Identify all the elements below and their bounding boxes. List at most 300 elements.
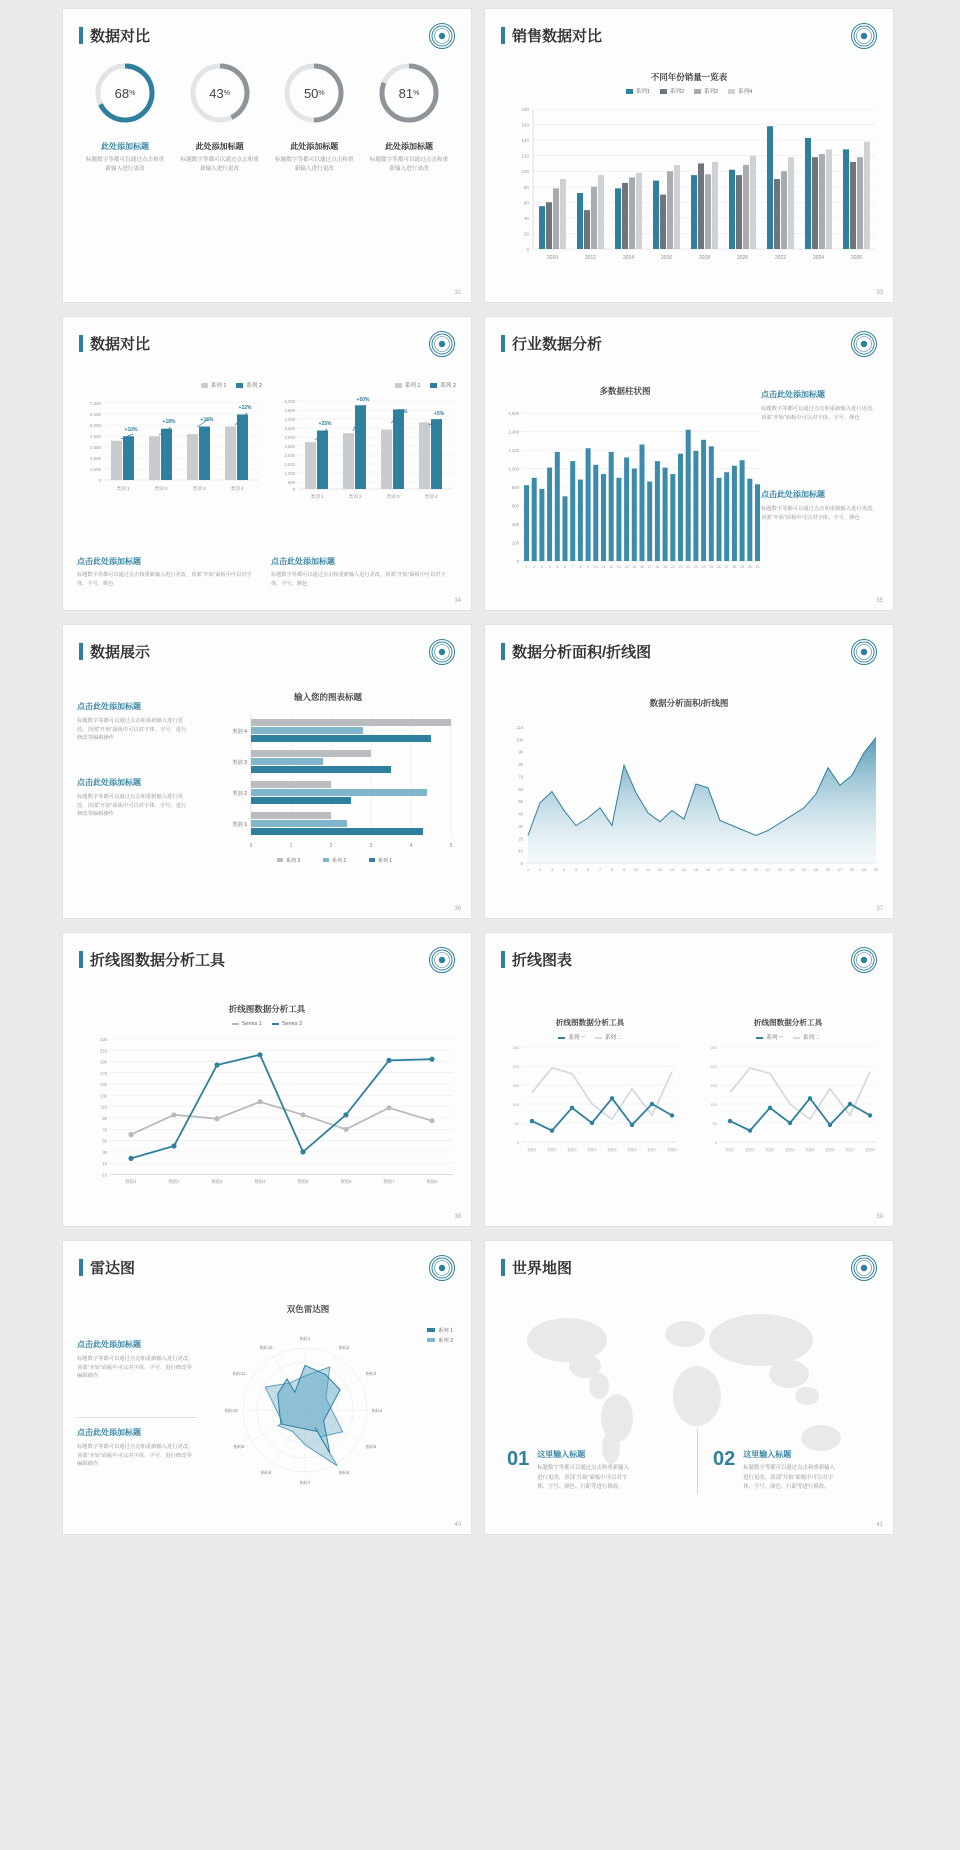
- svg-text:数据7: 数据7: [383, 1179, 395, 1184]
- note-heading: 点击此处添加标题: [77, 557, 141, 567]
- svg-text:21: 21: [765, 868, 771, 872]
- multi-bar-chart: [493, 403, 765, 593]
- chart-title: 折线图数据分析工具: [555, 1018, 625, 1027]
- svg-text:5: 5: [574, 868, 578, 872]
- svg-text:指标12: 指标12: [259, 1345, 273, 1350]
- page-title: [501, 333, 602, 354]
- donut-item: [365, 61, 453, 174]
- svg-text:数据5: 数据5: [805, 1148, 815, 1152]
- svg-text:2024: 2024: [812, 255, 825, 261]
- donut-value: [377, 61, 441, 125]
- slide-33: [484, 8, 894, 303]
- donut-chart-3: [282, 61, 346, 125]
- divider: [77, 1417, 197, 1418]
- svg-text:数据5: 数据5: [297, 1179, 309, 1184]
- svg-text:30: 30: [102, 1149, 107, 1155]
- svg-text:1: 1: [289, 843, 293, 849]
- title-text: 数据分析面积/折线图: [512, 644, 652, 661]
- donut-caption: 此处添加标题: [384, 142, 433, 151]
- svg-text:2,000: 2,000: [284, 453, 295, 458]
- svg-text:80: 80: [518, 762, 523, 768]
- page-number: 32: [454, 290, 461, 296]
- svg-text:27: 27: [837, 868, 843, 872]
- svg-text:14: 14: [624, 565, 629, 569]
- svg-text:数据8: 数据8: [426, 1179, 438, 1184]
- svg-text:21: 21: [678, 565, 683, 569]
- svg-text:系列 1: 系列 1: [378, 858, 393, 864]
- svg-text:1: 1: [526, 868, 530, 872]
- svg-text:7,300: 7,300: [90, 401, 101, 406]
- svg-text:50: 50: [518, 799, 523, 805]
- title-accent-bar: [501, 27, 505, 44]
- svg-text:4,500: 4,500: [284, 408, 295, 413]
- donut-text: 标题数字等都可以通过点击和重新输入进行更改: [180, 157, 259, 172]
- title-accent-bar: [501, 1259, 505, 1276]
- note-left: [77, 556, 262, 588]
- svg-text:120: 120: [521, 153, 529, 159]
- page-title: [79, 1257, 135, 1278]
- svg-text:数据7: 数据7: [647, 1148, 657, 1152]
- chart-title: 折线图数据分析工具: [228, 1004, 306, 1014]
- svg-text:17: 17: [647, 565, 652, 569]
- svg-text:16: 16: [705, 868, 711, 872]
- svg-text:20: 20: [753, 868, 759, 872]
- svg-text:指标9: 指标9: [233, 1444, 245, 1449]
- donut-chart-2: [188, 61, 252, 125]
- svg-text:8: 8: [579, 565, 582, 569]
- title-accent-bar: [501, 335, 505, 352]
- page-number: 33: [876, 290, 883, 296]
- donut-chart-4: [377, 61, 441, 125]
- svg-text:数据6: 数据6: [825, 1148, 835, 1152]
- svg-text:13: 13: [616, 565, 621, 569]
- page-title: [501, 641, 651, 662]
- donut-unit: %: [413, 89, 420, 97]
- svg-text:25: 25: [813, 868, 819, 872]
- svg-text:1,400: 1,400: [508, 429, 519, 435]
- svg-text:200: 200: [512, 1064, 519, 1069]
- svg-text:+22%: +22%: [238, 405, 252, 411]
- svg-text:+16%: +16%: [200, 417, 214, 423]
- donut-number: 68: [114, 85, 130, 101]
- svg-text:40: 40: [523, 215, 529, 221]
- page-number: 37: [876, 906, 883, 912]
- svg-text:0: 0: [516, 559, 519, 564]
- svg-text:2010: 2010: [546, 255, 559, 261]
- svg-text:20: 20: [670, 565, 675, 569]
- svg-text:15: 15: [693, 868, 699, 872]
- page-title: [79, 641, 150, 662]
- svg-text:150: 150: [512, 1083, 519, 1088]
- svg-text:30: 30: [873, 868, 879, 872]
- svg-text:210: 210: [100, 1048, 107, 1054]
- block-body: 标题数字等都可以通过点击和重新输入进行更改，顶部“开始”面板中可以对字体、字号、颜色、行距等进行修改。: [743, 1465, 835, 1490]
- note-body: 标题数字等都可以通过点击和重新输入进行更改，顶部“开始”面板中可以对字体、字号、颜色: [271, 572, 446, 587]
- note-heading: 点击此处添加标题: [271, 557, 335, 567]
- svg-text:+34%: +34%: [394, 409, 408, 415]
- svg-text:数据2: 数据2: [745, 1148, 755, 1152]
- line-chart-right: [697, 1041, 879, 1167]
- note-body: 标题数字等都可以通过点击和重新输入进行更改，顶部“开始”面板中可以对字体、字号、进行修改等编辑操作: [77, 1356, 194, 1380]
- note-heading: 点击此处添加标题: [77, 778, 141, 787]
- side-note-2: [77, 1427, 197, 1469]
- svg-text:28: 28: [732, 565, 737, 569]
- svg-text:180: 180: [521, 107, 529, 112]
- donut-number: 81: [398, 85, 414, 101]
- svg-text:16: 16: [640, 565, 644, 569]
- svg-text:指标8: 指标8: [260, 1470, 272, 1475]
- note-right: [271, 556, 456, 588]
- page-title: [79, 333, 150, 354]
- svg-text:数据3: 数据3: [567, 1148, 577, 1152]
- page-number: 38: [454, 1214, 461, 1220]
- svg-text:2016: 2016: [660, 255, 673, 261]
- svg-text:5: 5: [449, 843, 453, 849]
- page-number: 34: [454, 598, 461, 604]
- svg-text:8: 8: [610, 868, 614, 872]
- svg-text:5,000: 5,000: [90, 423, 101, 428]
- svg-text:4,000: 4,000: [90, 434, 101, 439]
- logo-icon: [429, 639, 455, 665]
- svg-text:指标6: 指标6: [338, 1470, 350, 1475]
- svg-text:100: 100: [710, 1102, 717, 1107]
- svg-text:3,000: 3,000: [284, 435, 295, 440]
- legend-item: 系列一: [558, 1033, 585, 1041]
- svg-text:0: 0: [98, 478, 101, 483]
- svg-text:18: 18: [729, 868, 735, 872]
- svg-text:类别 2: 类别 2: [232, 791, 247, 797]
- logo-icon: [851, 23, 877, 49]
- svg-text:-10: -10: [100, 1172, 107, 1178]
- svg-text:数据6: 数据6: [627, 1148, 637, 1152]
- svg-text:50: 50: [514, 1121, 519, 1126]
- svg-text:12: 12: [609, 565, 614, 569]
- legend-item: 系列 2: [236, 381, 262, 389]
- svg-text:系列 2: 系列 2: [332, 858, 347, 864]
- page-title: [501, 1257, 572, 1278]
- side-note-2: [761, 489, 879, 522]
- legend-item: 系列 1: [427, 1327, 453, 1334]
- mini-chart-left: [77, 377, 262, 514]
- title-text: 数据展示: [90, 644, 151, 661]
- svg-text:指标7: 指标7: [299, 1480, 311, 1485]
- page-title: [79, 949, 225, 970]
- svg-text:+50%: +50%: [356, 397, 370, 403]
- svg-text:500: 500: [288, 480, 295, 485]
- chart-title: 双色雷达图: [286, 1304, 330, 1314]
- title-text: 世界地图: [512, 1260, 573, 1277]
- svg-text:系列 3: 系列 3: [286, 858, 301, 864]
- chart-title: 不同年份销量一览表: [650, 72, 728, 82]
- chart-legend: [427, 1327, 453, 1344]
- note-heading: 点击此处添加标题: [761, 390, 825, 399]
- page-number: 40: [454, 1522, 461, 1528]
- legend-item: Series 2: [272, 1021, 302, 1027]
- svg-text:50: 50: [102, 1138, 107, 1144]
- divider: [697, 1428, 698, 1494]
- svg-text:30: 30: [747, 565, 752, 569]
- svg-text:50: 50: [712, 1121, 717, 1126]
- horizontal-bar-chart: [199, 709, 459, 889]
- logo-icon: [429, 1255, 455, 1281]
- svg-text:100: 100: [512, 1102, 519, 1107]
- svg-text:0: 0: [516, 1140, 519, 1145]
- svg-text:2,000: 2,000: [90, 456, 101, 461]
- mini-chart-right: [271, 377, 456, 514]
- donut-unit: %: [129, 89, 136, 97]
- svg-text:4: 4: [562, 868, 566, 872]
- chart-title: 输入您的图表标题: [293, 692, 362, 702]
- slide-34: [62, 316, 472, 611]
- bar-chart-with-deltas: [271, 391, 456, 509]
- svg-text:10: 10: [102, 1161, 107, 1167]
- title-text: 数据对比: [90, 28, 151, 45]
- info-block-1: [507, 1449, 633, 1492]
- svg-text:150: 150: [100, 1082, 107, 1088]
- svg-text:类别 2: 类别 2: [348, 494, 362, 499]
- svg-text:0: 0: [249, 843, 253, 849]
- svg-text:数据2: 数据2: [547, 1148, 557, 1152]
- svg-text:数据6: 数据6: [340, 1179, 352, 1184]
- donut-caption: 此处添加标题: [290, 142, 339, 151]
- note-body: 标题数字等都可以通过点击和重新输入进行更改，顶部“开始”面板中可以对字体、字号、进行修改等编辑操作: [77, 794, 187, 818]
- title-text: 销售数据对比: [512, 28, 603, 45]
- svg-text:0: 0: [520, 861, 523, 866]
- slide-32: [62, 8, 472, 303]
- page-title: [79, 25, 150, 46]
- donut-value: [188, 61, 252, 125]
- svg-text:2026: 2026: [850, 255, 863, 261]
- slide-35: [484, 316, 894, 611]
- slide-37: [484, 624, 894, 919]
- svg-text:数据5: 数据5: [607, 1148, 617, 1152]
- block-body: 标题数字等都可以通过点击和重新输入进行更改，顶部“开始”面板中可以对字体、字号、颜色、行距等进行修改。: [537, 1465, 629, 1490]
- svg-text:5,000: 5,000: [284, 399, 295, 404]
- svg-text:170: 170: [100, 1070, 107, 1076]
- svg-text:2: 2: [533, 565, 536, 569]
- svg-text:9: 9: [622, 868, 626, 872]
- svg-text:110: 110: [100, 1104, 107, 1110]
- svg-text:24: 24: [701, 565, 706, 569]
- svg-text:类别 3: 类别 3: [386, 494, 400, 499]
- bar-chart-with-deltas: [77, 391, 262, 509]
- svg-text:10: 10: [633, 868, 639, 872]
- donut-number: 43: [209, 85, 224, 101]
- radar-chart: [195, 1325, 415, 1500]
- svg-text:0: 0: [526, 247, 529, 252]
- side-note-2: [77, 777, 187, 819]
- svg-text:6: 6: [586, 868, 590, 872]
- donut-item: [176, 61, 264, 174]
- note-heading: 点击此处添加标题: [761, 490, 825, 499]
- svg-text:类别 4: 类别 4: [232, 729, 247, 735]
- note-body: 标题数字等都可以通过点击和重新输入进行更改，顶部“开始”面板中可以对字体、字号、颜色: [761, 506, 878, 521]
- svg-text:数据1: 数据1: [725, 1148, 735, 1152]
- title-accent-bar: [79, 335, 83, 352]
- note-body: 标题数字等都可以通过点击和重新输入进行更改，顶部“开始”面板中可以对字体、字号、颜色: [761, 406, 878, 421]
- svg-text:指标11: 指标11: [232, 1371, 246, 1376]
- svg-text:3,000: 3,000: [90, 445, 101, 450]
- svg-text:+25%: +25%: [318, 421, 332, 427]
- legend-item: 系列二: [595, 1033, 622, 1041]
- svg-text:90: 90: [518, 749, 523, 755]
- svg-text:130: 130: [100, 1093, 107, 1099]
- svg-text:230: 230: [100, 1037, 107, 1042]
- title-text: 折线图表: [512, 952, 573, 969]
- svg-text:类别 4: 类别 4: [424, 494, 438, 499]
- svg-text:4: 4: [548, 565, 551, 569]
- svg-text:600: 600: [512, 503, 519, 509]
- svg-text:+18%: +18%: [162, 419, 176, 425]
- svg-text:23: 23: [693, 565, 698, 569]
- svg-text:1,600: 1,600: [508, 411, 519, 416]
- svg-text:数据1: 数据1: [527, 1148, 537, 1152]
- grouped-bar-chart: [503, 99, 883, 279]
- svg-text:31: 31: [755, 565, 760, 569]
- note-heading: 点击此处添加标题: [77, 702, 141, 711]
- svg-text:0: 0: [292, 487, 295, 492]
- chart-title: 折线图数据分析工具: [753, 1018, 823, 1027]
- donut-item: [270, 61, 358, 174]
- svg-text:24: 24: [801, 868, 807, 872]
- svg-text:13: 13: [669, 868, 675, 872]
- legend-item: 系列4: [728, 87, 752, 95]
- area-chart: [501, 721, 881, 911]
- svg-text:200: 200: [512, 540, 519, 546]
- svg-text:22: 22: [777, 868, 783, 872]
- svg-text:7: 7: [598, 868, 602, 872]
- legend-item: 系列 2: [430, 381, 456, 389]
- svg-text:400: 400: [512, 522, 519, 527]
- donut-unit: %: [318, 89, 325, 97]
- slide-40: [62, 1240, 472, 1535]
- title-text: 行业数据分析: [512, 336, 603, 353]
- svg-text:类别 1: 类别 1: [116, 486, 130, 491]
- svg-text:23: 23: [789, 868, 795, 872]
- svg-text:18: 18: [655, 565, 660, 569]
- svg-text:3,500: 3,500: [284, 426, 295, 431]
- svg-text:25: 25: [709, 565, 714, 569]
- legend-item: 系列 1: [201, 381, 227, 389]
- note-body: 标题数字等都可以通过点击和重新输入进行更改，顶部“开始”面板中可以对字体、字号、进行修改等编辑操作: [77, 1444, 194, 1468]
- donut-text: 标题数字等都可以通过点击和重新输入进行更改: [369, 157, 449, 172]
- side-note-1: [761, 389, 879, 422]
- donut-unit: %: [223, 89, 230, 97]
- legend-item: 系列2: [660, 87, 684, 95]
- donut-text: 标题数字等都可以通过点击和重新输入进行更改: [275, 157, 354, 172]
- logo-icon: [429, 331, 455, 357]
- title-accent-bar: [79, 27, 83, 44]
- svg-text:10: 10: [518, 848, 523, 854]
- svg-text:1,000: 1,000: [284, 471, 295, 476]
- svg-text:指标2: 指标2: [338, 1345, 350, 1350]
- legend-item: 系列1: [626, 87, 650, 95]
- block-heading: 这里输入标题: [537, 1450, 586, 1460]
- title-accent-bar: [501, 951, 505, 968]
- svg-text:60: 60: [523, 200, 529, 206]
- svg-text:800: 800: [512, 485, 519, 490]
- side-note-1: [77, 701, 187, 743]
- svg-text:1,000: 1,000: [90, 467, 101, 472]
- chart-legend: [271, 381, 456, 389]
- svg-text:2022: 2022: [774, 255, 787, 261]
- svg-text:29: 29: [740, 565, 745, 569]
- svg-text:数据4: 数据4: [254, 1179, 266, 1184]
- svg-text:19: 19: [663, 565, 668, 569]
- svg-text:类别 1: 类别 1: [310, 494, 324, 499]
- slide-38: [62, 932, 472, 1227]
- svg-text:+5%: +5%: [433, 411, 445, 417]
- svg-text:数据7: 数据7: [845, 1148, 855, 1152]
- svg-text:190: 190: [100, 1059, 107, 1065]
- block-number: 02: [713, 1448, 736, 1471]
- line-chart: [79, 1033, 459, 1213]
- title-accent-bar: [79, 1259, 83, 1276]
- donut-value: [282, 61, 346, 125]
- svg-text:指标10: 指标10: [224, 1408, 238, 1413]
- chart-legend: [499, 1033, 681, 1041]
- svg-text:11: 11: [646, 868, 650, 872]
- svg-text:70: 70: [518, 774, 523, 780]
- svg-text:40: 40: [518, 811, 523, 817]
- svg-text:指标3: 指标3: [365, 1371, 377, 1376]
- page-title: [501, 949, 572, 970]
- svg-text:27: 27: [724, 565, 729, 569]
- svg-text:2014: 2014: [622, 255, 635, 261]
- svg-text:2,500: 2,500: [284, 444, 295, 449]
- svg-text:7: 7: [571, 565, 574, 569]
- svg-text:20: 20: [518, 836, 523, 842]
- svg-text:类别 3: 类别 3: [192, 486, 206, 491]
- legend-item: 系列二: [793, 1033, 820, 1041]
- svg-text:60: 60: [518, 786, 523, 792]
- svg-text:14: 14: [681, 868, 687, 872]
- svg-text:类别 3: 类别 3: [232, 760, 247, 766]
- svg-text:2012: 2012: [584, 255, 597, 261]
- note-heading: 点击此处添加标题: [77, 1340, 141, 1349]
- svg-text:100: 100: [521, 169, 529, 175]
- svg-text:12: 12: [657, 868, 663, 872]
- page-number: 41: [876, 1522, 883, 1528]
- svg-text:11: 11: [601, 565, 606, 569]
- title-text: 雷达图: [90, 1260, 136, 1277]
- svg-text:3: 3: [550, 868, 554, 872]
- line-chart-left: [499, 1041, 681, 1167]
- svg-text:1,200: 1,200: [508, 448, 519, 453]
- svg-text:20: 20: [523, 231, 529, 237]
- slide-36: [62, 624, 472, 919]
- svg-text:指标1: 指标1: [299, 1336, 311, 1341]
- slide-41: [484, 1240, 894, 1535]
- note-body: 标题数字等都可以通过点击和重新输入进行更改，顶部“开始”面板中可以对字体、字号、颜色: [77, 572, 252, 587]
- page-title: [501, 25, 602, 46]
- svg-text:1: 1: [525, 565, 528, 569]
- svg-text:6,000: 6,000: [90, 412, 101, 417]
- svg-text:70: 70: [102, 1127, 107, 1133]
- svg-text:数据8: 数据8: [667, 1148, 677, 1152]
- title-accent-bar: [501, 643, 505, 660]
- logo-icon: [851, 331, 877, 357]
- svg-text:0: 0: [714, 1140, 717, 1145]
- chart-legend: [697, 1033, 879, 1041]
- svg-text:1,000: 1,000: [508, 466, 519, 472]
- chart-legend: [485, 87, 893, 95]
- svg-text:250: 250: [710, 1045, 717, 1050]
- title-accent-bar: [79, 951, 83, 968]
- svg-text:4,000: 4,000: [284, 417, 295, 422]
- legend-item: 系列3: [694, 87, 718, 95]
- chart-legend: [63, 1021, 471, 1027]
